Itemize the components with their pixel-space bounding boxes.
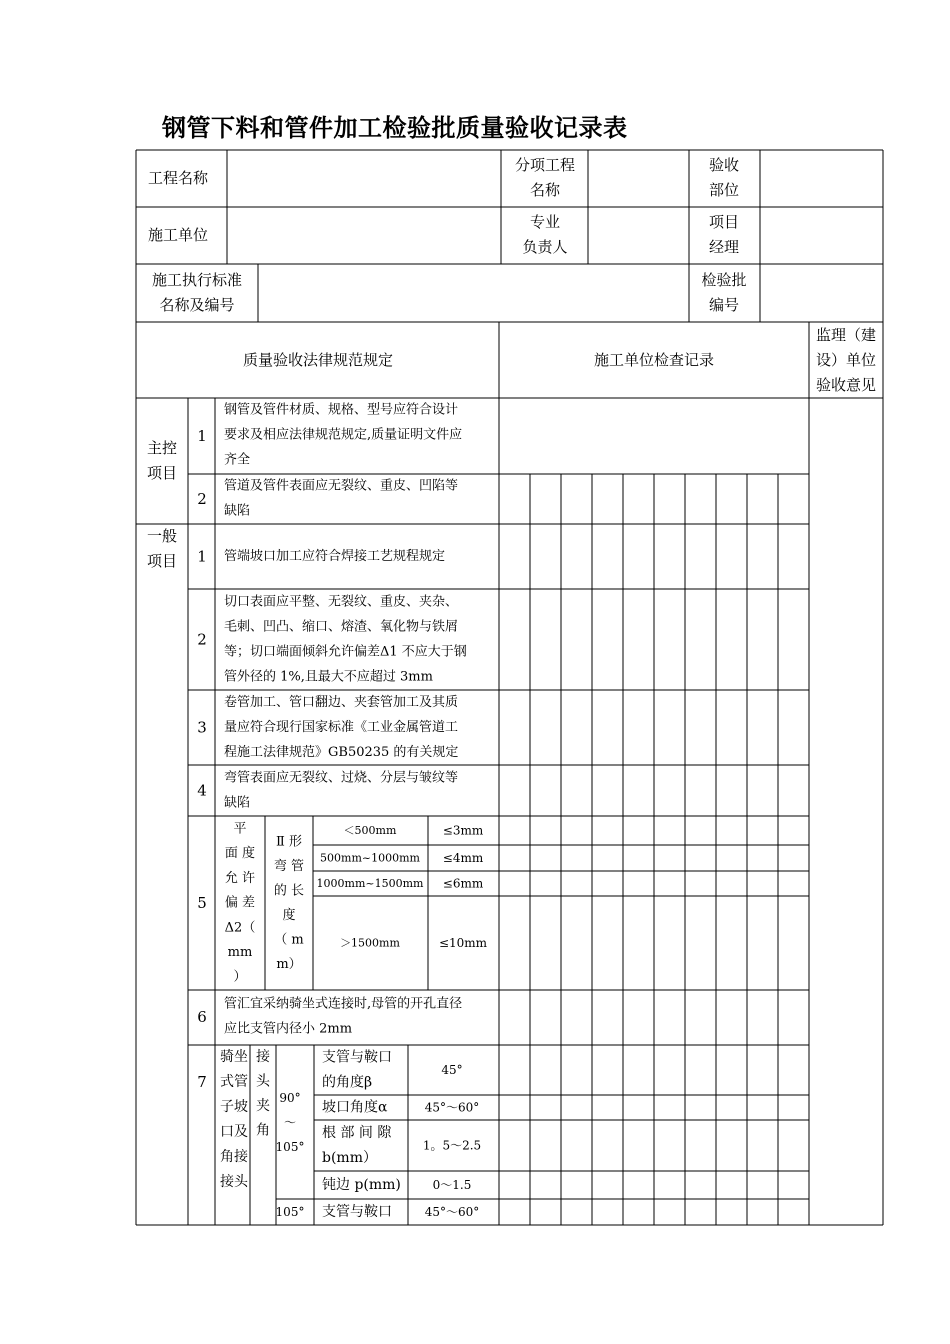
tolerance-value: ≤10mm	[438, 936, 488, 950]
record-column-header: 施工单位检查记录	[593, 351, 715, 369]
general-items-label: 项目	[146, 552, 178, 570]
standard-label: 名称及编号	[159, 296, 235, 314]
item-requirement: 管汇宜采纳骑坐式连接时,母管的开孔直径	[224, 996, 463, 1012]
item-requirement: 缺陷	[224, 503, 251, 519]
item-number: 2	[197, 490, 207, 508]
construction-unit-label: 施工单位	[148, 226, 209, 244]
flatness-label: ）	[233, 969, 247, 985]
main-control-label: 项目	[146, 464, 178, 482]
project-manager-label: 项目	[708, 213, 740, 231]
item-requirement: 管道及管件表面应无裂纹、重皮、凹陷等	[224, 478, 459, 494]
batch-no-label: 编号	[708, 296, 740, 314]
angle-range: ～	[283, 1115, 297, 1130]
item-number: 4	[197, 781, 207, 800]
flatness-label: 平	[233, 821, 247, 837]
tolerance-value: ≤6mm	[442, 876, 484, 891]
parameter-value: 1。5～2.5	[422, 1138, 482, 1153]
page-title: 钢管下料和管件加工检验批质量验收记录表	[162, 114, 628, 142]
flatness-label: 面 度	[224, 846, 256, 862]
saddle-joint-label: 子坡	[220, 1099, 248, 1115]
item-requirement: 等；切口端面倾斜允许偏差Δ1 不应大于钢	[224, 644, 467, 660]
item-number: 3	[197, 718, 207, 737]
bend-length-label: 弯 管	[273, 859, 305, 874]
flatness-label: 偏 差	[224, 895, 256, 911]
item-number: 6	[197, 1008, 207, 1026]
item-requirement: 毛刺、凹凸、缩口、熔渣、氧化物与铁屑	[224, 619, 459, 635]
batch-no-label: 检验批	[701, 271, 747, 289]
sub-project-label: 分项工程	[514, 156, 576, 174]
item-number: 2	[197, 630, 207, 649]
item-requirement: 卷管加工、管口翻边、夹套管加工及其质	[224, 695, 459, 710]
supervisor-column-header: 设）单位	[815, 351, 877, 369]
item-number: 7	[197, 1073, 207, 1091]
parameter-value: 0～1.5	[432, 1178, 472, 1192]
specialty-lead-label: 专业	[529, 213, 561, 231]
item-number: 1	[197, 547, 207, 566]
saddle-joint-label: 角接	[220, 1149, 248, 1165]
bend-length-label: m）	[276, 957, 302, 972]
item-requirement: 程施工法律规范》GB50235 的有关规定	[224, 745, 459, 760]
saddle-joint-label: 接头	[220, 1174, 248, 1190]
item-requirement: 钢管及管件材质、规格、型号应符合设计	[224, 402, 459, 418]
parameter-value: 45°	[441, 1063, 463, 1077]
joint-angle-label: 角	[256, 1122, 270, 1139]
item-requirement: 管外径的 1%,且最大不应超过 3mm	[224, 669, 433, 685]
item-requirement: 要求及相应法律规范规定,质量证明文件应	[224, 427, 463, 443]
angle-range: 105°	[275, 1205, 305, 1219]
project-name-label: 工程名称	[148, 169, 209, 187]
tolerance-value: ≤3mm	[442, 823, 484, 838]
supervisor-column-header: 验收意见	[815, 376, 877, 394]
standard-label: 施工执行标准	[151, 271, 243, 289]
item-requirement: 齐全	[224, 452, 251, 468]
item-requirement: 缺陷	[224, 795, 251, 811]
length-range: 500mm~1000mm	[320, 851, 420, 865]
general-items-label: 一般	[146, 527, 178, 545]
parameter-label: 钝边 p(mm)	[322, 1177, 401, 1193]
item-requirement: 管端坡口加工应符合焊接工艺规程规定	[224, 549, 446, 564]
item-requirement: 量应符合现行国家标准《工业金属管道工	[224, 720, 459, 735]
joint-angle-label: 夹	[256, 1098, 270, 1114]
item-number: 5	[197, 894, 207, 912]
item-requirement: 切口表面应平整、无裂纹、重皮、夹杂、	[224, 594, 459, 610]
item-requirement: 应比支管内径小 2mm	[224, 1021, 353, 1037]
parameter-label: b(mm）	[322, 1150, 377, 1166]
bend-length-label: （ m	[274, 932, 304, 948]
tolerance-value: ≤4mm	[442, 851, 484, 865]
length-range: 1000mm~1500mm	[316, 877, 424, 890]
parameter-label: 根 部 间 隙	[322, 1125, 392, 1141]
acceptance-part-label: 验收	[708, 156, 740, 174]
rules-column-header: 质量验收法律规范规定	[242, 351, 394, 369]
joint-angle-label: 接	[256, 1049, 270, 1065]
supervisor-column-header: 监理（建	[815, 326, 877, 344]
flatness-label: 允 许	[224, 870, 256, 886]
saddle-joint-label: 口及	[220, 1124, 248, 1140]
angle-range: 105°	[275, 1140, 305, 1154]
joint-angle-label: 头	[256, 1073, 270, 1090]
specialty-lead-label: 负责人	[522, 238, 568, 256]
angle-range: 90°	[279, 1091, 301, 1105]
flatness-label: mm	[227, 945, 253, 960]
acceptance-part-label: 部位	[708, 181, 740, 199]
item-number: 1	[197, 427, 207, 445]
parameter-value: 45°～60°	[424, 1100, 480, 1115]
main-control-label: 主控	[146, 439, 178, 457]
saddle-joint-label: 骑坐	[220, 1049, 248, 1065]
parameter-value: 45°～60°	[424, 1205, 480, 1219]
length-range: ＞1500mm	[340, 936, 400, 950]
sub-project-label: 名称	[529, 181, 561, 199]
parameter-label: 支管与鞍口	[322, 1049, 392, 1066]
bend-length-label: 度	[282, 908, 296, 923]
parameter-label: 的角度β	[322, 1074, 373, 1091]
item-requirement: 弯管表面应无裂纹、过烧、分层与皱纹等	[224, 770, 459, 786]
length-range: ＜500mm	[343, 824, 397, 837]
parameter-label: 坡口角度α	[322, 1099, 388, 1116]
flatness-label: Δ2（	[224, 920, 256, 936]
bend-length-label: 的 长	[273, 883, 305, 899]
parameter-label: 支管与鞍口	[322, 1204, 392, 1220]
project-manager-label: 经理	[708, 238, 740, 256]
saddle-joint-label: 式管	[220, 1074, 248, 1090]
bend-length-label: Ⅱ 形	[276, 834, 302, 850]
